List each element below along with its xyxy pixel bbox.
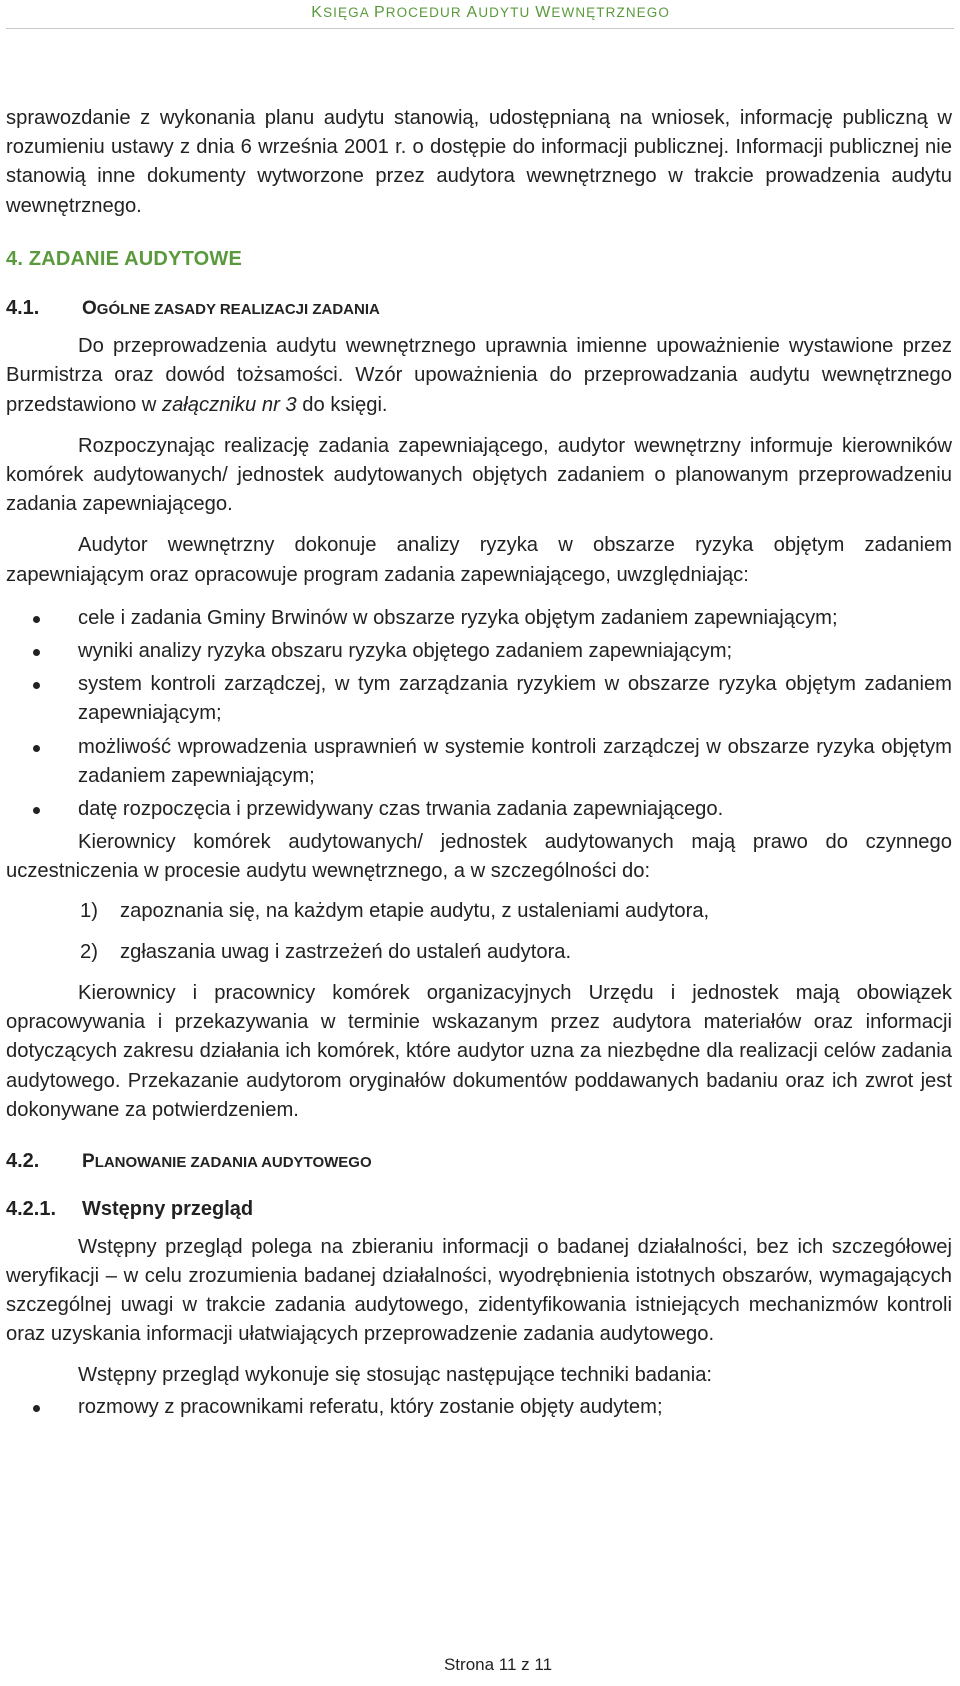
list-item: system kontroli zarządczej, w tym zarządzania ryzykiem w obszarze ryzyka objętym zadaniem zapewniającym; [6, 670, 952, 728]
section-4-1-paragraph-2: Rozpoczynając realizację zadania zapewniającego, audytor wewnętrzny informuje kierowników komórek audytowanych/ jednostek audytowanych objętych zadaniem o planowanym przeprowadzeniu zadania zapewniającego. [6, 434, 952, 516]
header-word-1: KSIĘGA [311, 4, 374, 21]
header-word-3: AUDYTU [466, 4, 536, 21]
section-4-2-number: 4.2. [6, 1150, 40, 1173]
header-word-2: PROCEDUR [373, 4, 467, 21]
list-item: wyniki analizy ryzyka obszaru ryzyka objętego zadaniem zapewniającym; [6, 637, 952, 666]
section-4-1-number: 4.1. [6, 297, 40, 320]
bullet-icon [33, 649, 40, 656]
section-4-2-1-heading [6, 1195, 952, 1224]
bullet-icon [33, 616, 40, 623]
list-item: możliwość wprowadzenia usprawnień w systemie kontroli zarządczej w obszarze ryzyka objętym zadaniem zapewniającym; [6, 733, 952, 791]
section-4-1-heading [6, 294, 952, 324]
rights-list [6, 897, 952, 967]
section-4-2-1-title: Wstępny przegląd [82, 1198, 254, 1221]
header-divider [6, 28, 954, 29]
bullet-icon [33, 682, 40, 689]
section-4-1-paragraph-4: Kierownicy komórek audytowanych/ jednostek audytowanych mają prawo do czynnego uczestniczenia w procesie audytu wewnętrznego, a w szczególności do: [6, 831, 952, 883]
bullet-icon [33, 807, 40, 814]
section-4-1-paragraph-3: Audytor wewnętrzny dokonuje analizy ryzyka w obszarze ryzyka objętym zadaniem zapewniającym oraz opracowuje program zadania zapewniającego, uwzględniając: [6, 534, 952, 586]
intro-paragraph: sprawozdanie z wykonania planu audytu stanowią, udostępnianą na wniosek, informację publiczną w rozumieniu ustawy z dnia 6 września 2001 r. o dostępie do informacji publicznej. Informacji publicznej nie stanowią inne dokumenty wytworzone przez audytora wewnętrznego w trakcie prowadzenia audytu wewnętrznego. [6, 107, 952, 217]
running-header [0, 4, 960, 22]
program-elements-list [6, 604, 952, 824]
section-4-2-1-paragraph-1: Wstępny przegląd polega na zbieraniu informacji o badanej działalności, bez ich szczegółowej weryfikacji – w celu zrozumienia badanej działalności, wyodrębnienia istotnych obszarów, wymagających szczególnej uwagi w trakcie zadania audytowego, zidentyfikowania istniejących mechanizmów kontroli oraz uzyskania informacji ułatwiających przeprowadzenie zadania audytowego. [6, 1235, 952, 1346]
section-4-1-paragraph-5: Kierownicy i pracownicy komórek organizacyjnych Urzędu i jednostek mają obowiązek opracowywania i przekazywania w terminie wskazanym przez audytora materiałów oraz informacji dotyczących zakresu działania ich komórek, które audytor uzna za niezbędne dla realizacji celów zadania audytowego. Przekazanie audytorom oryginałów dokumentów poddawanych badaniu oraz ich zwrot jest dokonywane za potwierdzeniem. [6, 982, 952, 1121]
section-4-1-paragraph-1: Do przeprowadzenia audytu wewnętrznego uprawnia imienne upoważnienie wystawione przez Burmistrza oraz dowód tożsamości. Wzór upoważnienia do przeprowadzania audytu wewnętrznego przedstawiono w załączniku nr 3 do księgi. [6, 335, 952, 416]
header-word-4: WEWNĘTRZNEGO [535, 4, 670, 21]
page-number: Strona 11 z 11 [443, 1655, 553, 1674]
list-item: 2) zgłaszania uwag i zastrzeżeń do ustaleń audytora. [80, 940, 572, 963]
bullet-icon [33, 1405, 40, 1412]
section-4-2-heading [6, 1147, 952, 1177]
list-item: cele i zadania Gminy Brwinów w obszarze ryzyka objętym zadaniem zapewniającym; [6, 604, 952, 633]
list-item: datę rozpoczęcia i przewidywany czas trwania zadania zapewniającego. [6, 795, 952, 824]
section-4-2-1-paragraph-2: Wstępny przegląd wykonuje się stosując następujące techniki badania: [78, 1364, 713, 1387]
list-item: rozmowy z pracownikami referatu, który zostanie objęty audytem; [6, 1393, 952, 1422]
techniques-list [6, 1393, 952, 1422]
section-4-2-title: PLANOWANIE ZADANIA AUDYTOWEGO [82, 1151, 372, 1173]
section-4-1-title: OGÓLNE ZASADY REALIZACJI ZADANIA [82, 298, 380, 320]
document-body [6, 104, 952, 1426]
list-item: 1) zapoznania się, na każdym etapie audytu, z ustaleniami audytora, [80, 899, 710, 922]
bullet-icon [33, 745, 40, 752]
section-4-heading: 4. ZADANIE AUDYTOWE [6, 247, 243, 270]
section-4-2-1-number: 4.2.1. [6, 1198, 57, 1221]
